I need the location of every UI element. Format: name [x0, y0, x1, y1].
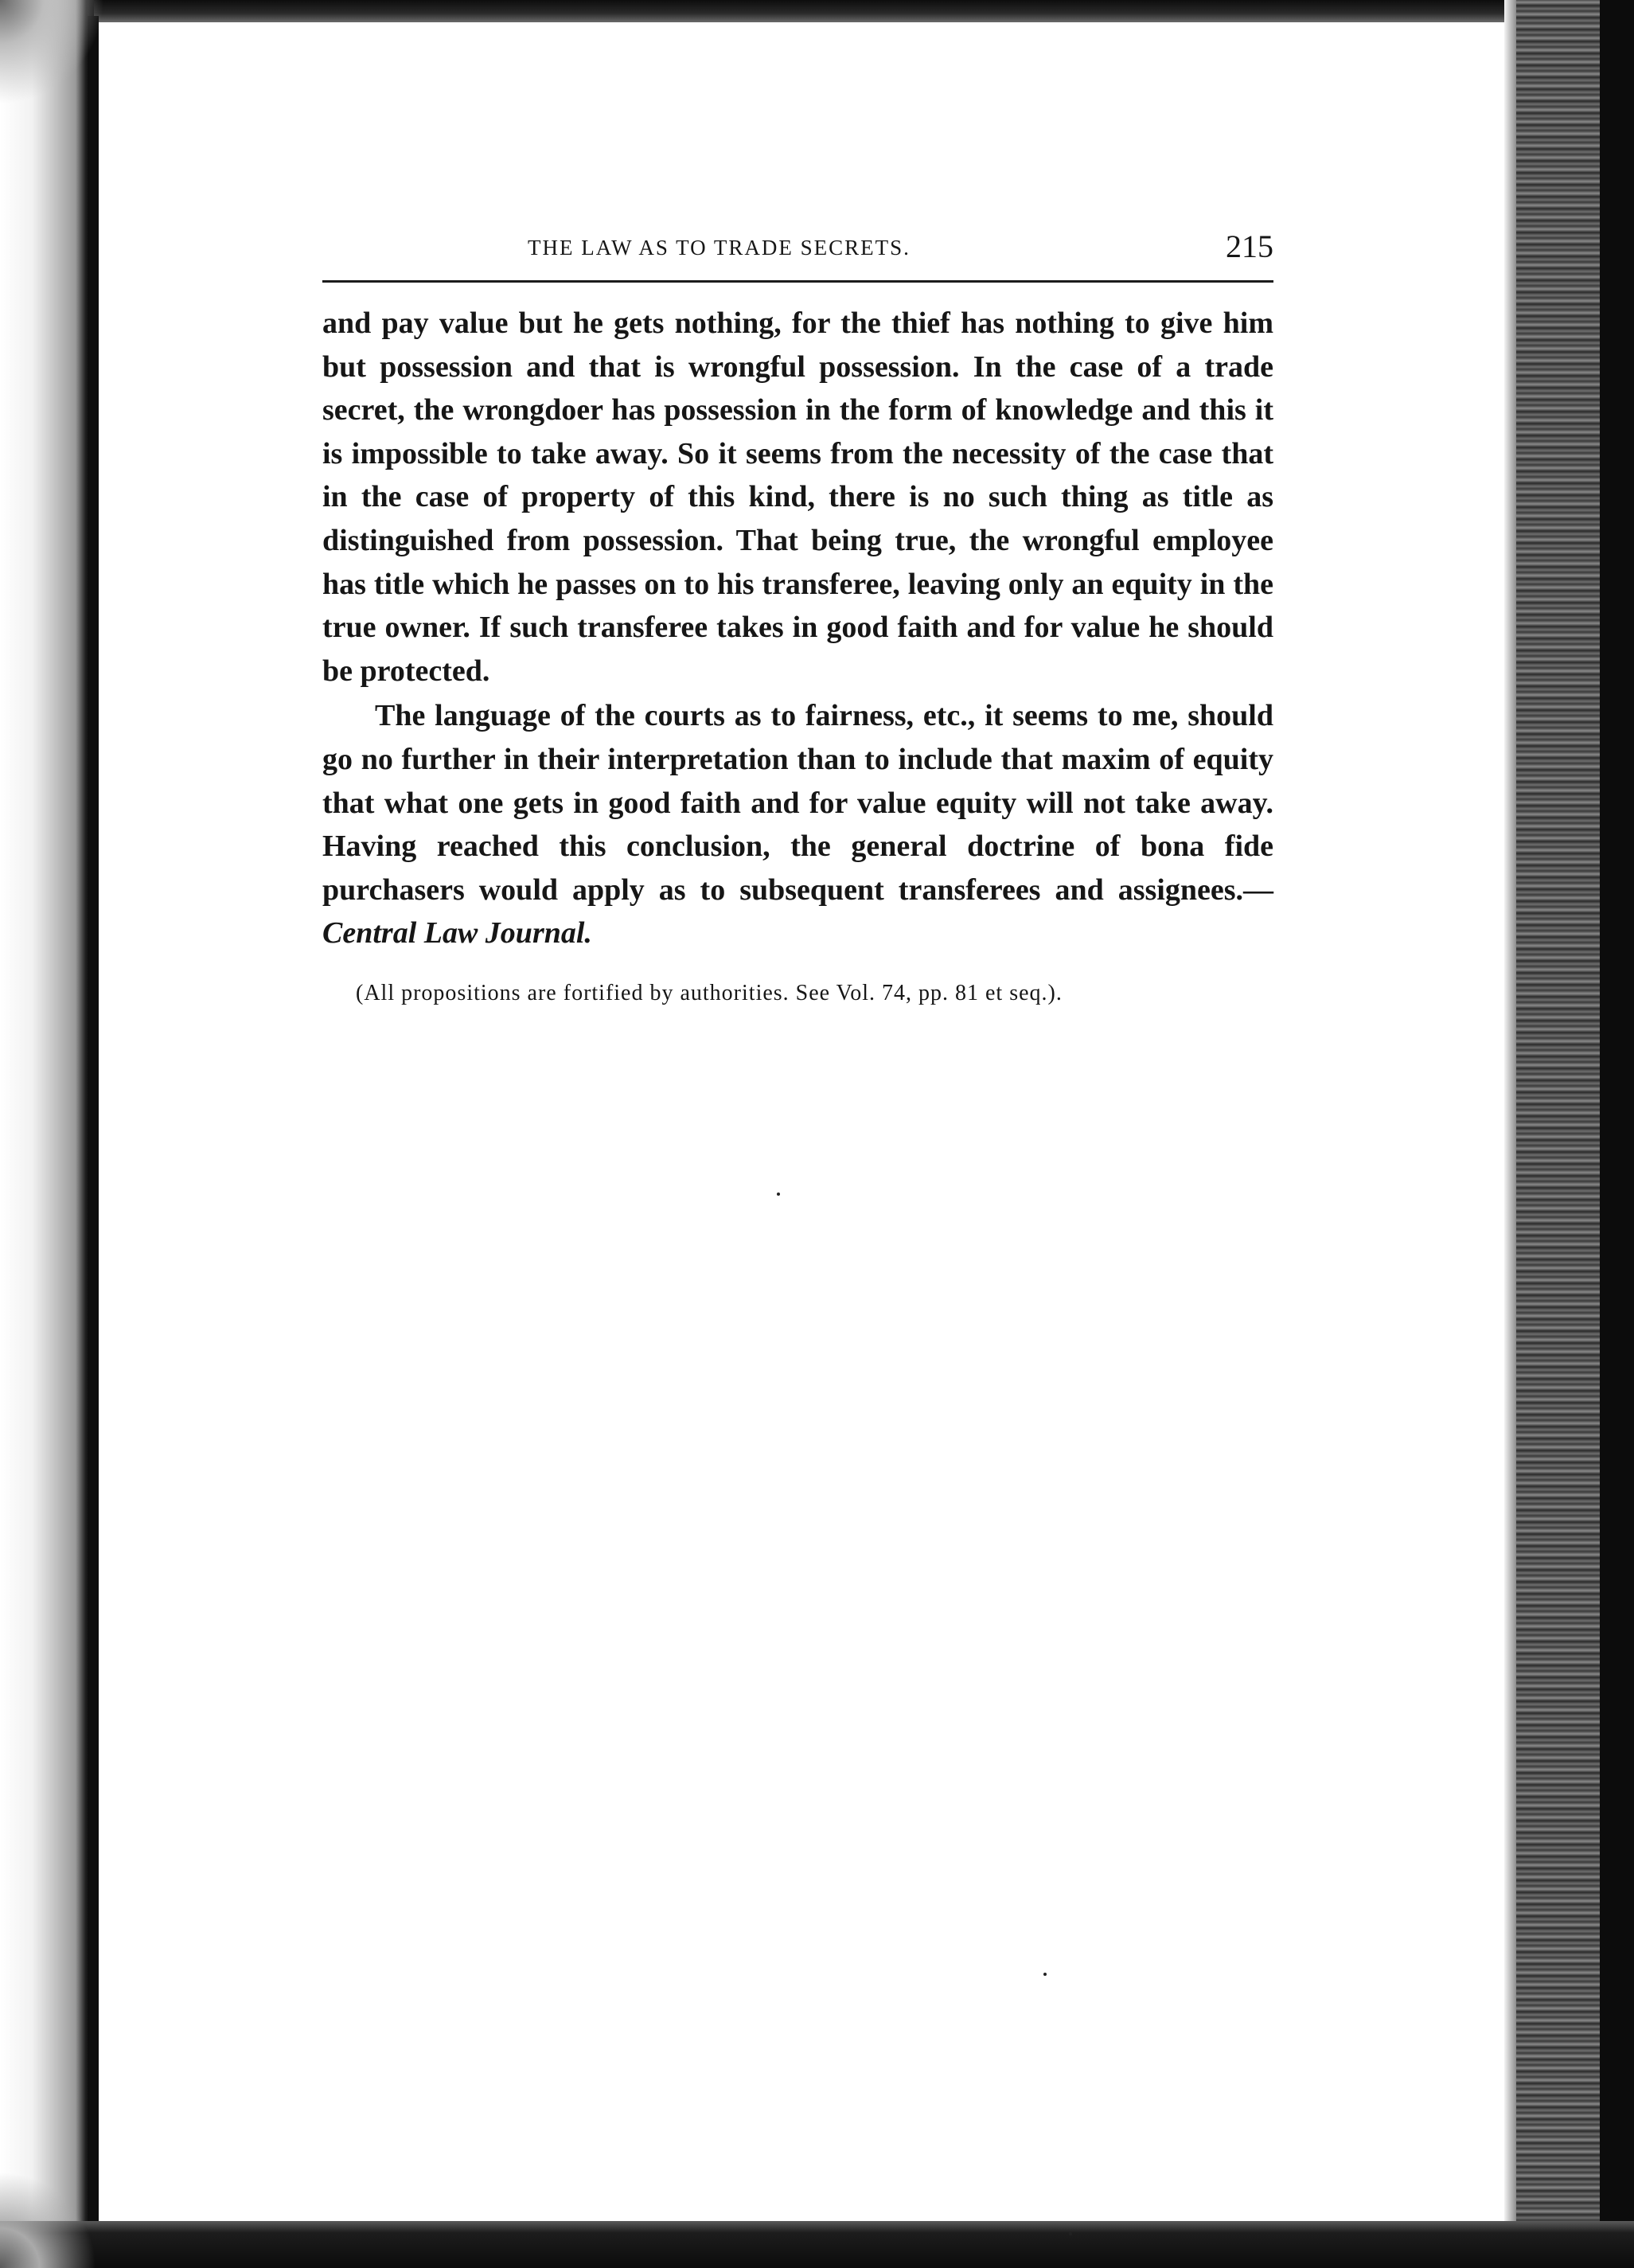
paragraph-1: and pay value but he gets nothing, for the thief has nothing to give him but possession and that is wrongful possession. In the case of a trade secret, the wrongdoer has possession in the form of knowledge and this it is impossible to take away. So it seems from the necessity of the case that in the case of property of this kind, there is no such thing as title as distinguished from possession. That being true, the wrongful employee has title which he passes on to his transferee, leaving only an equity in the true owner. If such transferee takes in good faith and for value he should be protected. [322, 306, 1273, 688]
running-head [322, 223, 1273, 283]
scan-border-left [0, 0, 94, 2268]
dust-speck [777, 1193, 780, 1196]
running-title: THE LAW AS TO TRADE SECRETS. [528, 236, 911, 260]
page-number: 215 [1226, 228, 1273, 264]
footnote: (All propositions are fortified by authorities. See Vol. 74, pp. 81 et seq.). [356, 980, 1063, 1005]
dust-speck [1043, 1973, 1047, 1976]
paragraph-2 [322, 694, 1273, 955]
scan-border-left-inner [88, 16, 99, 2237]
paragraph-2-text: The language of the courts as to fairness, etc., it seems to me, should go no further in their interpretation than to include that maxim of equity that what one gets in good faith and for value equity will not take away. Having reached this conclusion, the general doctrine of bona fide purchasers would apply as to subsequent transferees and assignees.— [322, 699, 1273, 907]
scan-corner-top-left [0, 0, 103, 111]
scan-corner-bottom-left [0, 2149, 96, 2268]
source-citation: Central Law Journal. [322, 916, 592, 951]
scan-border-top [0, 0, 1634, 22]
scan-border-bottom [0, 2221, 1634, 2268]
scan-border-right-far [1600, 0, 1634, 2268]
dust-speck [1069, 2232, 1072, 2235]
page-content [322, 223, 1273, 1032]
